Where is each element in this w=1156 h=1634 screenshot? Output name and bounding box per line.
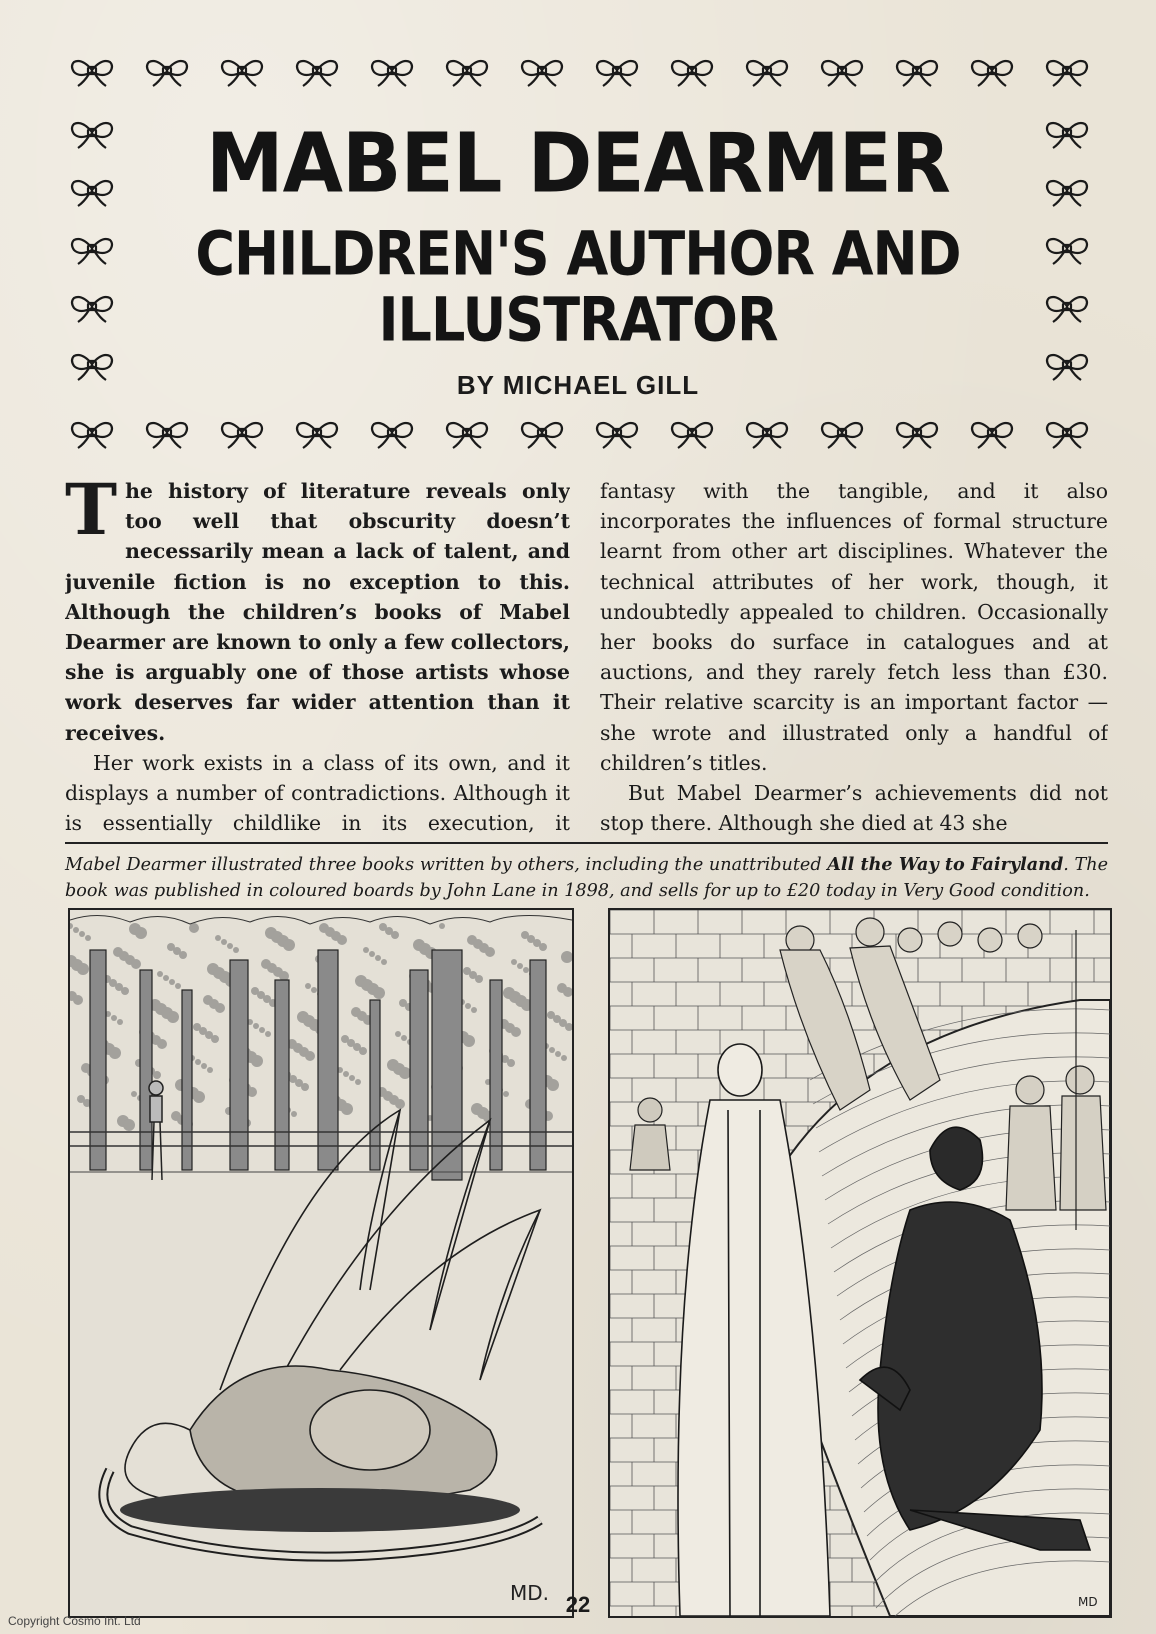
copyright-watermark: Copyright Cosmo Int. Ltd: [8, 1614, 141, 1628]
article-subtitle-line1: CHILDREN'S AUTHOR AND: [195, 218, 961, 290]
signature-monogram: MD.: [510, 1581, 550, 1605]
castle-scene-drawing: [610, 910, 1110, 1616]
bow-ornament-icon: [518, 56, 566, 90]
caption-book-title: All the Way to Fairyland: [827, 854, 1064, 875]
caption-text: Mabel Dearmer illustrated three books written by others, including the unattributed: [65, 855, 828, 875]
bow-ornament-icon: [293, 418, 341, 452]
bow-ornament-icon: [218, 56, 266, 90]
bow-ornament-icon: [668, 418, 716, 452]
bow-ornament-icon: [368, 418, 416, 452]
bow-ornament-icon: [1043, 292, 1091, 326]
bow-ornament-icon: [218, 418, 266, 452]
bow-ornament-icon: [818, 56, 866, 90]
article-column-left: [65, 476, 570, 836]
bow-ornament-icon: [143, 418, 191, 452]
bow-ornament-icon: [743, 56, 791, 90]
bow-ornament-icon: [1043, 418, 1091, 452]
bow-ornament-icon: [68, 418, 116, 452]
divider: [65, 842, 1108, 844]
bow-ornament-icon: [593, 418, 641, 452]
bow-ornament-icon: [593, 56, 641, 90]
bow-ornament-icon: [1043, 350, 1091, 384]
drop-cap: T: [65, 476, 118, 551]
bow-ornament-icon: [668, 56, 716, 90]
article-title: MABEL DEARMER: [206, 116, 950, 212]
dragon-drawing: [70, 910, 572, 1616]
bow-ornament-icon: [968, 418, 1016, 452]
bow-ornament-icon: [968, 56, 1016, 90]
bow-ornament-icon: [1043, 234, 1091, 268]
bow-ornament-icon: [1043, 176, 1091, 210]
body-paragraph: fantasy with the tangible, and it also incorporates the influences of formal structure learnt from other art disciplines. Whatever the technical attributes of her work, though, it undoubtedly appealed to children. Occasionally her books do surface in catalogues and at auctions, and they rarely fetch less than £30. Their relative scarcity is an important factor — she wrote and illustrated only a handful of children’s titles.: [600, 479, 1108, 775]
bow-ornament-icon: [1043, 118, 1091, 152]
bow-ornament-icon: [743, 418, 791, 452]
bow-ornament-icon: [443, 418, 491, 452]
article-column-right: [600, 476, 1108, 836]
bow-ornament-icon: [1043, 56, 1091, 90]
bow-ornament-icon: [368, 56, 416, 90]
bow-ornament-icon: [893, 56, 941, 90]
bow-ornament-icon: [893, 418, 941, 452]
bow-ornament-icon: [68, 292, 116, 326]
bow-ornament-icon: [68, 350, 116, 384]
bow-ornament-icon: [68, 234, 116, 268]
bow-ornament-icon: [68, 118, 116, 152]
figure-caption: [65, 852, 1108, 904]
caption-text-end: . The book was published in coloured boards by John Lane in 1898, and sells for up to £20 today in Very Good condition.: [65, 855, 1108, 901]
lead-text: he history of literature reveals only too well that obscurity doesn’t necessarily mean a lack of talent, and juvenile fiction is no exception to this. Although the children’s books of Mabel Dearmer are known to only a few collectors, she is arguably one of those artists whose work deserves far wider attention than it receives.: [65, 479, 570, 745]
bow-ornament-icon: [518, 418, 566, 452]
illustration-castle-scene: [608, 908, 1112, 1618]
bow-ornament-icon: [68, 176, 116, 210]
bow-ornament-icon: [818, 418, 866, 452]
body-paragraph: Her work exists in a class of its own, and it displays a number of contradictions. Although it is essentially childlike in its execution, it: [65, 750, 570, 836]
illustration-dragon: [68, 908, 574, 1618]
bow-ornament-icon: [68, 56, 116, 90]
byline: BY MICHAEL GILL: [456, 370, 700, 400]
page-number: 22: [565, 1592, 591, 1617]
bow-ornament-icon: [293, 56, 341, 90]
body-paragraph: But Mabel Dearmer’s achievements did not stop there. Although she died at 43 she: [600, 781, 1108, 836]
bow-ornament-icon: [443, 56, 491, 90]
bow-ornament-icon: [143, 56, 191, 90]
lead-paragraph: [65, 476, 570, 748]
signature-monogram: MD: [1078, 1595, 1098, 1609]
article-subtitle-line2: ILLUSTRATOR: [378, 284, 778, 356]
